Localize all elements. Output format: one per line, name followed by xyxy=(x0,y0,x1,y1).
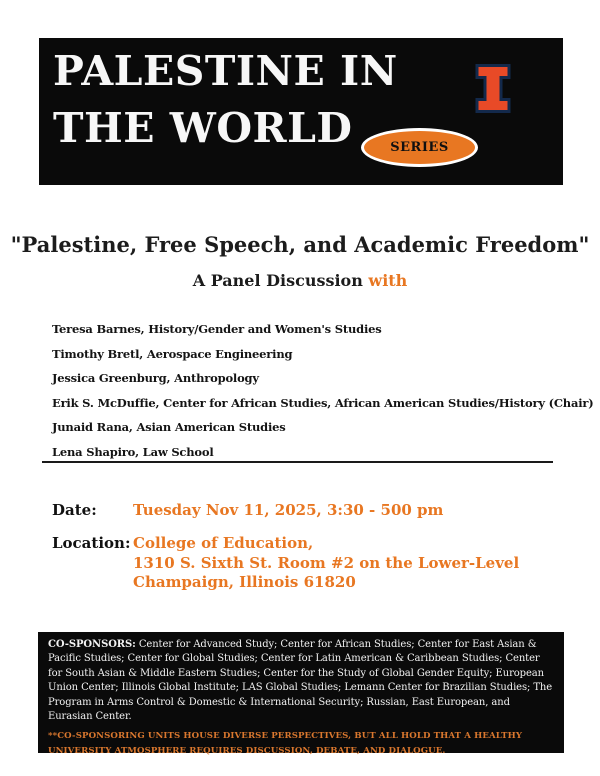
location-value xyxy=(133,534,519,593)
header-band xyxy=(39,38,563,185)
footer-band xyxy=(38,632,564,756)
location-line: 1310 S. Sixth St. Room #2 on the Lower-Level xyxy=(133,553,520,572)
panelist-list xyxy=(52,317,594,464)
series-title xyxy=(53,43,398,157)
panelist-item: Junaid Rana, Asian American Studies xyxy=(52,420,286,434)
series-badge xyxy=(361,128,478,167)
series-badge-label: SERIES xyxy=(390,140,449,155)
event-subtitle xyxy=(0,271,600,290)
location-label: Location: xyxy=(52,534,131,552)
panelist-item: Lena Shapiro, Law School xyxy=(52,444,214,459)
series-title-line2: THE WORLD xyxy=(53,104,353,152)
panelist-item: Jessica Greenburg, Anthropology xyxy=(52,371,259,385)
event-subtitle-prefix: A Panel Discussion xyxy=(192,271,369,290)
location-line: College of Education, xyxy=(133,534,314,552)
cosponsors-body: Center for Advanced Study; Center for African Studies; Center for East Asian & Pacific Studies; Center for Global Studies; Center for Latin American & Caribbean Studies; Center for South Asian & Middle Eastern Studies; Center for the Study of Global Gender Equity; European Union Center; Illinois Global Institute; LAS Global Studies; Lemann Center for Brazilian Studies; The Program in Arms Control & Domestic & International Security; Russian, East European, and Eurasian Center. xyxy=(48,639,553,723)
series-title-line1: PALESTINE IN xyxy=(53,47,398,95)
event-title: "Palestine, Free Speech, and Academic Freedom" xyxy=(10,232,590,257)
event-subtitle-highlight: with xyxy=(368,271,408,290)
divider-line xyxy=(42,461,553,463)
date-value: Tuesday Nov 11, 2025, 3:30 - 500 pm xyxy=(133,501,444,519)
panelist-item: Erik S. McDuffie, Center for African Studies, African American Studies/History (Chair) xyxy=(52,395,594,410)
illinois-block-i-icon xyxy=(473,62,513,115)
cosponsor-disclaimer: **CO-SPONSORING UNITS HOUSE DIVERSE PERSPECTIVES, BUT ALL HOLD THAT A HEALTHY UNIVERSITY ATMOSPHERE REQUIRES DISCUSSION, DEBATE, AND DIALOGUE. xyxy=(48,731,523,756)
date-label: Date: xyxy=(52,501,97,519)
cosponsors-text xyxy=(48,638,556,724)
cosponsors-label: CO-SPONSORS: xyxy=(48,639,136,650)
panelist-item: Timothy Bretl, Aerospace Engineering xyxy=(52,346,293,361)
location-line: Champaign, Illinois 61820 xyxy=(133,573,356,591)
panelist-item: Teresa Barnes, History/Gender and Women's Studies xyxy=(52,322,382,336)
